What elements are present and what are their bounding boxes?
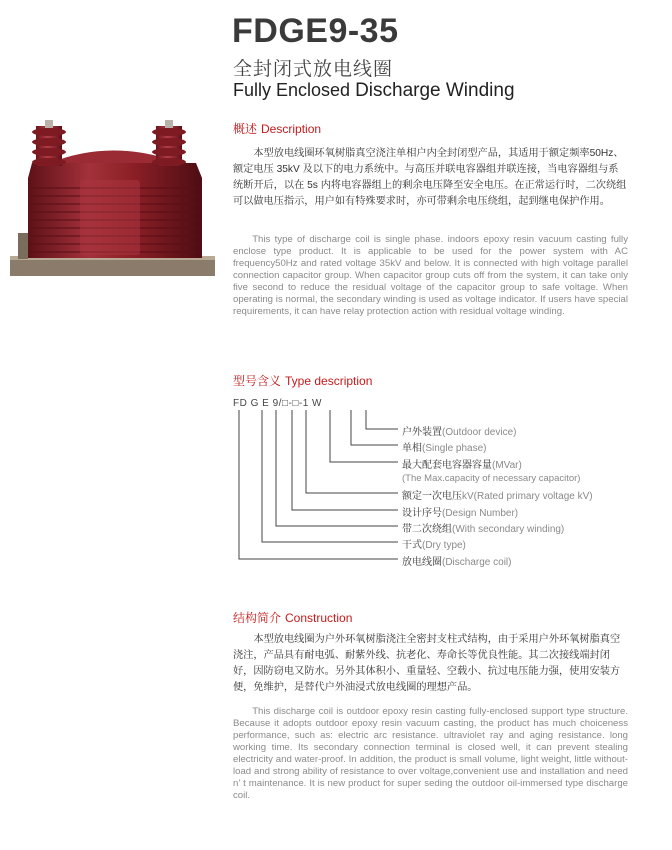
legend-item	[402, 553, 511, 568]
construction-heading	[233, 609, 352, 626]
legend-item	[402, 520, 564, 535]
title-en-part1: Fully Enclosed	[233, 80, 356, 100]
legend-item	[402, 456, 522, 471]
overview-heading-cn: 概述	[233, 122, 258, 136]
overview-text-cn: 本型放电线圈环氧树脂真空浇注单相户内全封闭型产品，其适用于额定频率50Hz、额定电压 35kV 及以下的电力系统中。与高压并联电容器组并联连接，当电容器组与系统断开后，以在 5s 内将电容器组上的剩余电压降至安全电压。在正常运行时，二次绕组可以做电压指示，用户如有特殊要求时，亦可带剩余电压绕组，起到继电保护作用。	[233, 148, 627, 207]
legend-item-en: kV(Rated primary voltage kV)	[462, 491, 593, 502]
legend-item-en: (MVar)	[492, 460, 522, 471]
legend-item	[402, 439, 486, 454]
construction-text-en: This discharge coil is outdoor epoxy resin casting fully-enclosed support type structure. Because it adopts outdoor epoxy resin vacuum casting, the product has much choiceness performance, such as: electric arc resistance. ultraviolet ray and aging resistance. long working time. Its secondary connection terminal is closed well, it can prevent stealing electricity and water-proof. In addition, the product is small volume, light weight, little without-load and strong ability of resistance to over voltage,convenient use and installation and need n’ t maintenance. It is new product for super seding the outdoor oil-immersed type discharge coil.	[233, 706, 628, 801]
legend-item-en: (Design Number)	[442, 508, 519, 519]
construction-text-cn: 本型放电线圈为户外环氧树脂浇注全密封支柱式结构，由于采用户外环氧树脂真空浇注，产品具有耐电弧、耐紫外线、抗老化、寿命长等优良性能。其二次接线端封闭好，因防窃电又防水。另外其体积小、重量轻、空载小、抗过电压能力强，使用安装方便，免维护，是替代户外油浸式放电线圈的理想产品。	[233, 634, 621, 693]
model-code: FD G E 9/□-□-1 W	[233, 398, 322, 409]
product-title-cn: 全封闭式放电线圈	[233, 59, 394, 80]
legend-item-en: (Dry type)	[422, 540, 466, 551]
overview-heading-en: Description	[261, 122, 322, 136]
overview-text-en: This type of discharge coil is single phase. indoors epoxy resin vacuum casting fully enclose type product. It is applicable to be used for the power system with AC frequency50Hz and rated voltage 35kV and below. It is connected with high voltage parallel connection capacitor group. When capacitor group cuts off from the system, it can take only five second to reduce the residual voltage of the capacitor group to safe voltage. When operating is normal, the secondary winding is used as voltage indicator. If users have special requirements, it can have relay protection action with residual voltage winding.	[233, 234, 628, 317]
legend-item-en: (Outdoor device)	[442, 427, 517, 438]
legend-note: (The Max.capacity of necessary capacitor)	[402, 473, 581, 484]
title-en-part2: Discharge Winding	[355, 80, 515, 101]
legend-item	[402, 536, 466, 551]
legend-item-cn: 单相	[402, 443, 422, 454]
legend-item-cn: 户外装置	[402, 427, 442, 438]
legend-item-en: (Single phase)	[422, 443, 487, 454]
legend-item	[402, 504, 518, 519]
construction-heading-en: Construction	[285, 611, 353, 625]
legend-item-en: (Discharge coil)	[442, 557, 512, 568]
legend-item	[402, 487, 593, 502]
legend-item-cn: 干式	[402, 540, 422, 551]
type-heading-cn: 型号含义	[233, 374, 282, 388]
legend-item-cn: 设计序号	[402, 508, 442, 519]
legend-item-cn: 最大配套电容器容量	[402, 460, 492, 471]
legend-item-en: (With secondary winding)	[452, 524, 565, 535]
legend-item-cn: 额定一次电压	[402, 491, 462, 502]
legend-item-cn: 带二次绕组	[402, 524, 452, 535]
construction-heading-cn: 结构简介	[233, 611, 282, 625]
product-model-title: FDGE9-35	[232, 12, 399, 50]
type-heading-en: Type description	[285, 374, 373, 388]
legend-item	[402, 423, 516, 438]
legend-item-cn: 放电线圈	[402, 557, 442, 568]
